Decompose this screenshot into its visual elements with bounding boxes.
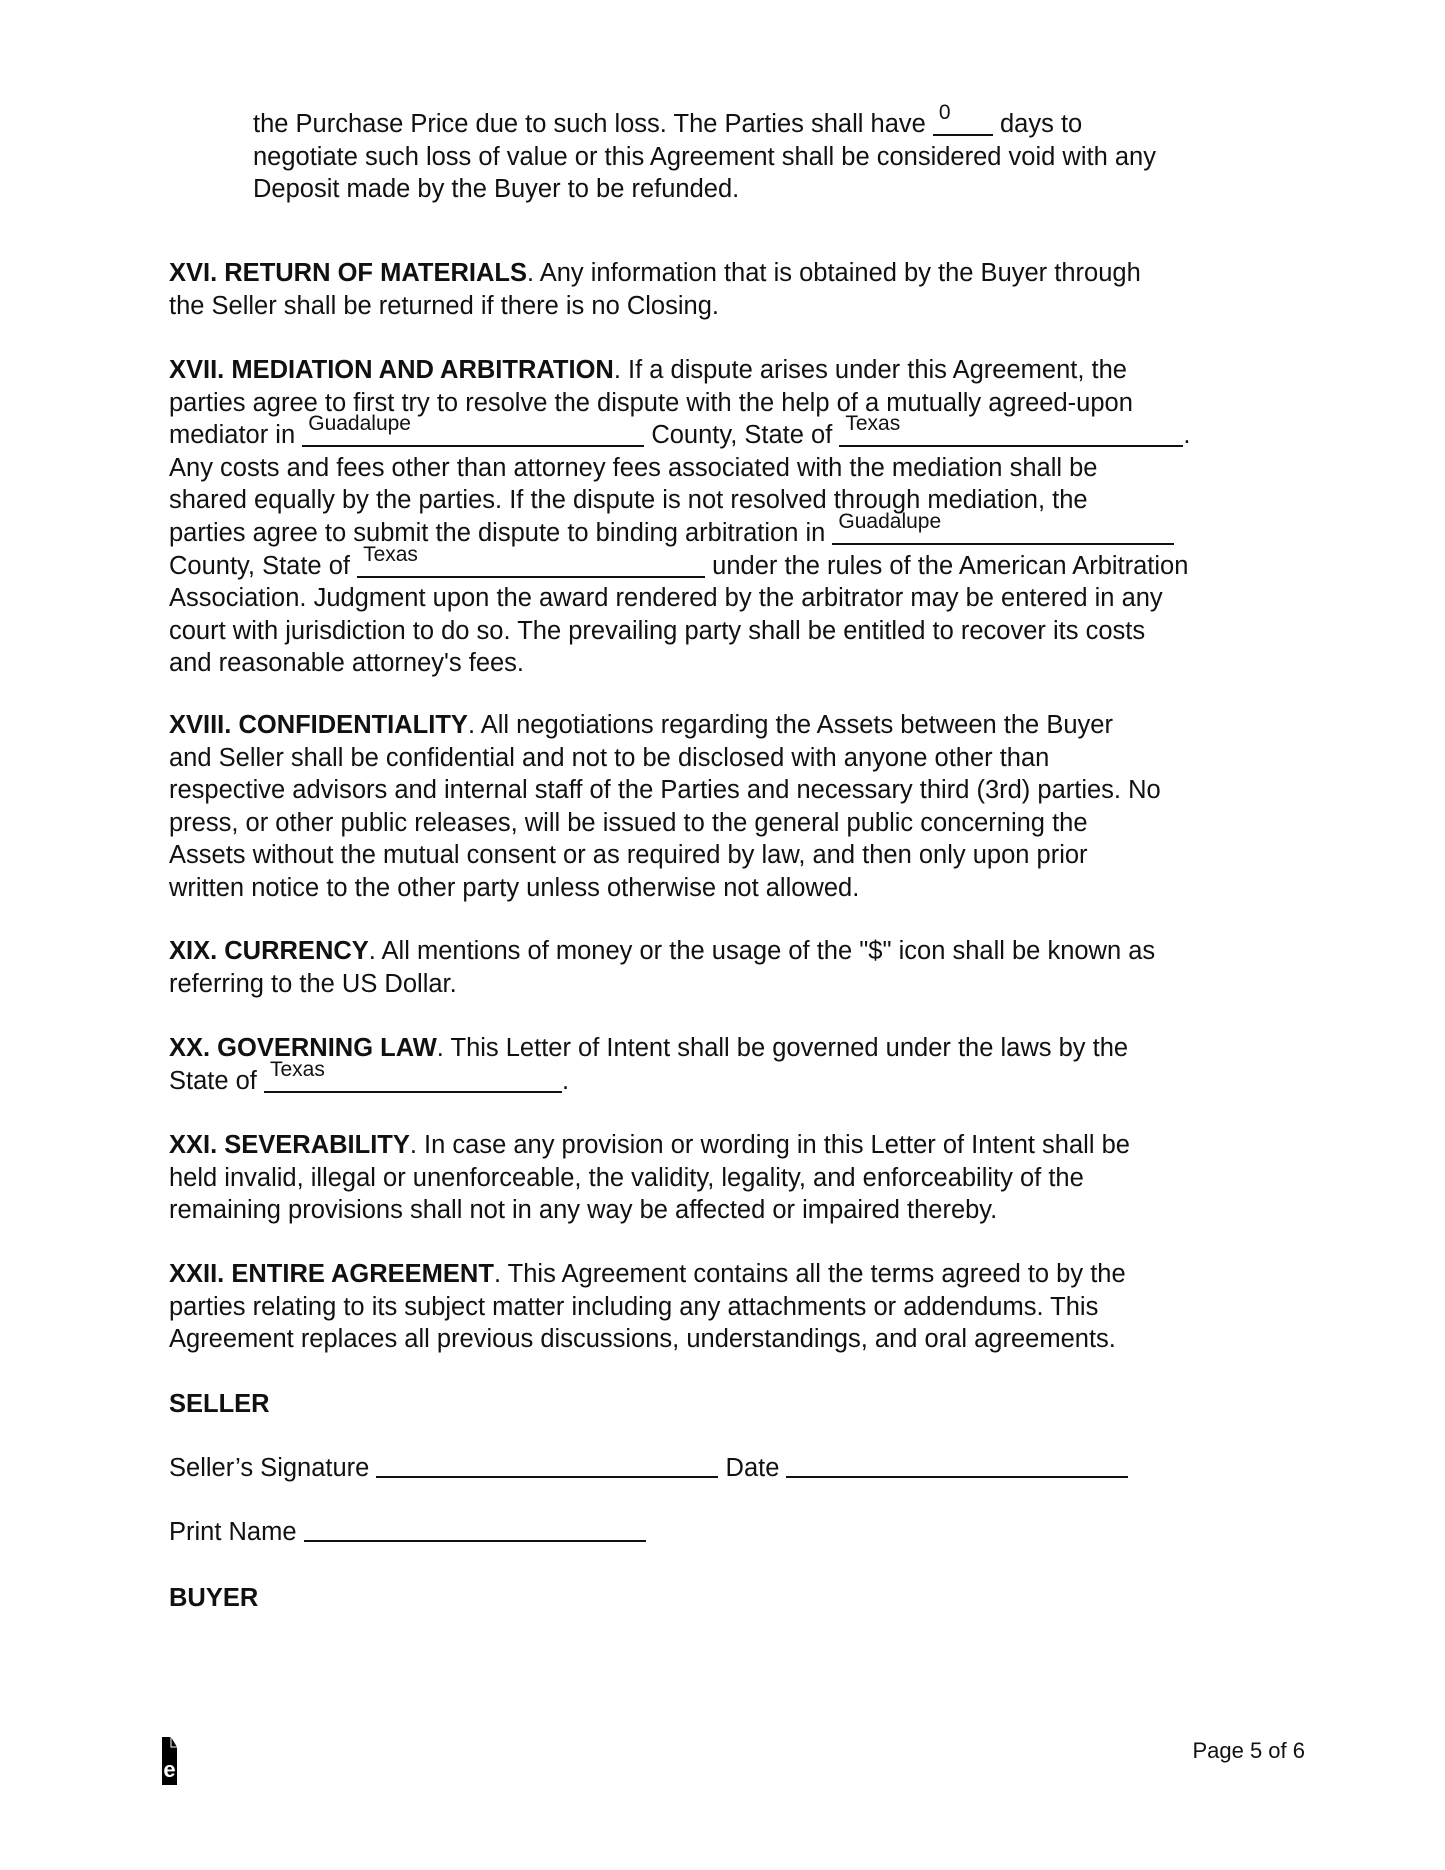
section-title: XX. GOVERNING LAW (169, 1034, 437, 1062)
section-title: XIX. CURRENCY (169, 937, 369, 965)
seller-signature-row (169, 1454, 1128, 1483)
section-governing-law: XX. GOVERNING LAW. This Letter of Intent shall be governed under the laws by the State of Texas . (169, 1034, 1129, 1095)
mediation-county-field[interactable]: Guadalupe (302, 419, 644, 447)
section-title: XVIII. CONFIDENTIALITY (169, 711, 468, 739)
section-confidentiality: XVIII. CONFIDENTIALITY. All negotiations regarding the Assets between the Buyer and Seller shall be confidential and not to be disclosed with anyone other than respective advisors and internal staff of the Parties and necessary third (3rd) parties. No press, or other public releases, will be issued to the general public concerning the Assets without the mutual consent or as required by law, and then only upon prior written notice to the other party unless otherwise not allowed. (169, 711, 1161, 902)
svg-text:e: e (163, 1757, 176, 1782)
section-severability: XXI. SEVERABILITY. In case any provision or wording in this Letter of Intent shall be held invalid, illegal or unenforceable, the validity, legality, and enforceability of the remaining provisions shall not in any way be affected or impaired thereby. (169, 1131, 1130, 1225)
seller-print-name-row (169, 1518, 646, 1547)
days-field[interactable]: 0 (933, 108, 993, 136)
mediation-state-field[interactable]: Texas (839, 419, 1183, 447)
seller-print-name-label: Print Name (169, 1518, 304, 1546)
seller-signature-field[interactable] (376, 1454, 718, 1478)
arbitration-county-field[interactable]: Guadalupe (832, 517, 1174, 545)
section-continuation: the Purchase Price due to such loss. The Parties shall have 0 days to negotiate such loss of value or this Agreement shall be considered void with any Deposit made by the Buyer to be refunded. (253, 101, 1156, 204)
seller-date-label: Date (718, 1454, 787, 1482)
section-currency: XIX. CURRENCY. All mentions of money or the usage of the "$" icon shall be known as referring to the US Dollar. (169, 937, 1156, 998)
document-e-icon (162, 1737, 177, 1785)
section-return-of-materials: XVI. RETURN OF MATERIALS. Any information that is obtained by the Buyer through the Seller shall be returned if there is no Closing. (169, 259, 1141, 320)
seller-date-field[interactable] (786, 1454, 1128, 1478)
section-title: XXI. SEVERABILITY (169, 1131, 410, 1159)
seller-heading: SELLER (169, 1390, 270, 1418)
governing-state-field[interactable]: Texas (264, 1065, 562, 1093)
section-title: XVI. RETURN OF MATERIALS (169, 259, 527, 287)
arbitration-state-field[interactable]: Texas (357, 550, 705, 578)
section-entire-agreement: XXII. ENTIRE AGREEMENT. This Agreement contains all the terms agreed to by the parties relating to its subject matter including any attachments or addendums. This Agreement replaces all previous discussions, understandings, and oral agreements. (169, 1260, 1126, 1354)
section-title: XXII. ENTIRE AGREEMENT (169, 1260, 494, 1288)
section-title: XVII. MEDIATION AND ARBITRATION (169, 356, 614, 384)
seller-signature-label: Seller’s Signature (169, 1454, 377, 1482)
section-mediation-arbitration: XVII. MEDIATION AND ARBITRATION. If a dispute arises under this Agreement, the parties agree to first try to resolve the dispute with the help of a mutually agreed-upon mediator in Guadalupe County, State of Texas . Any costs and fees other than attorney fees associated with the mediation shall be shared equally by the parties. If the dispute is not resolved through mediation, the parties agree to submit the dispute to binding arbitration in Guadalupe County, State of Texas under the rules of the American Arbitration Association. Judgment upon the award rendered by the arbitrator may be entered in any court with jurisdiction to do so. The prevailing party shall be entitled to recover its costs and reasonable attorney's fees. (169, 356, 1191, 678)
seller-print-name-field[interactable] (304, 1518, 646, 1542)
buyer-heading: BUYER (169, 1584, 259, 1612)
page-number: Page 5 of 6 (1192, 1738, 1305, 1763)
